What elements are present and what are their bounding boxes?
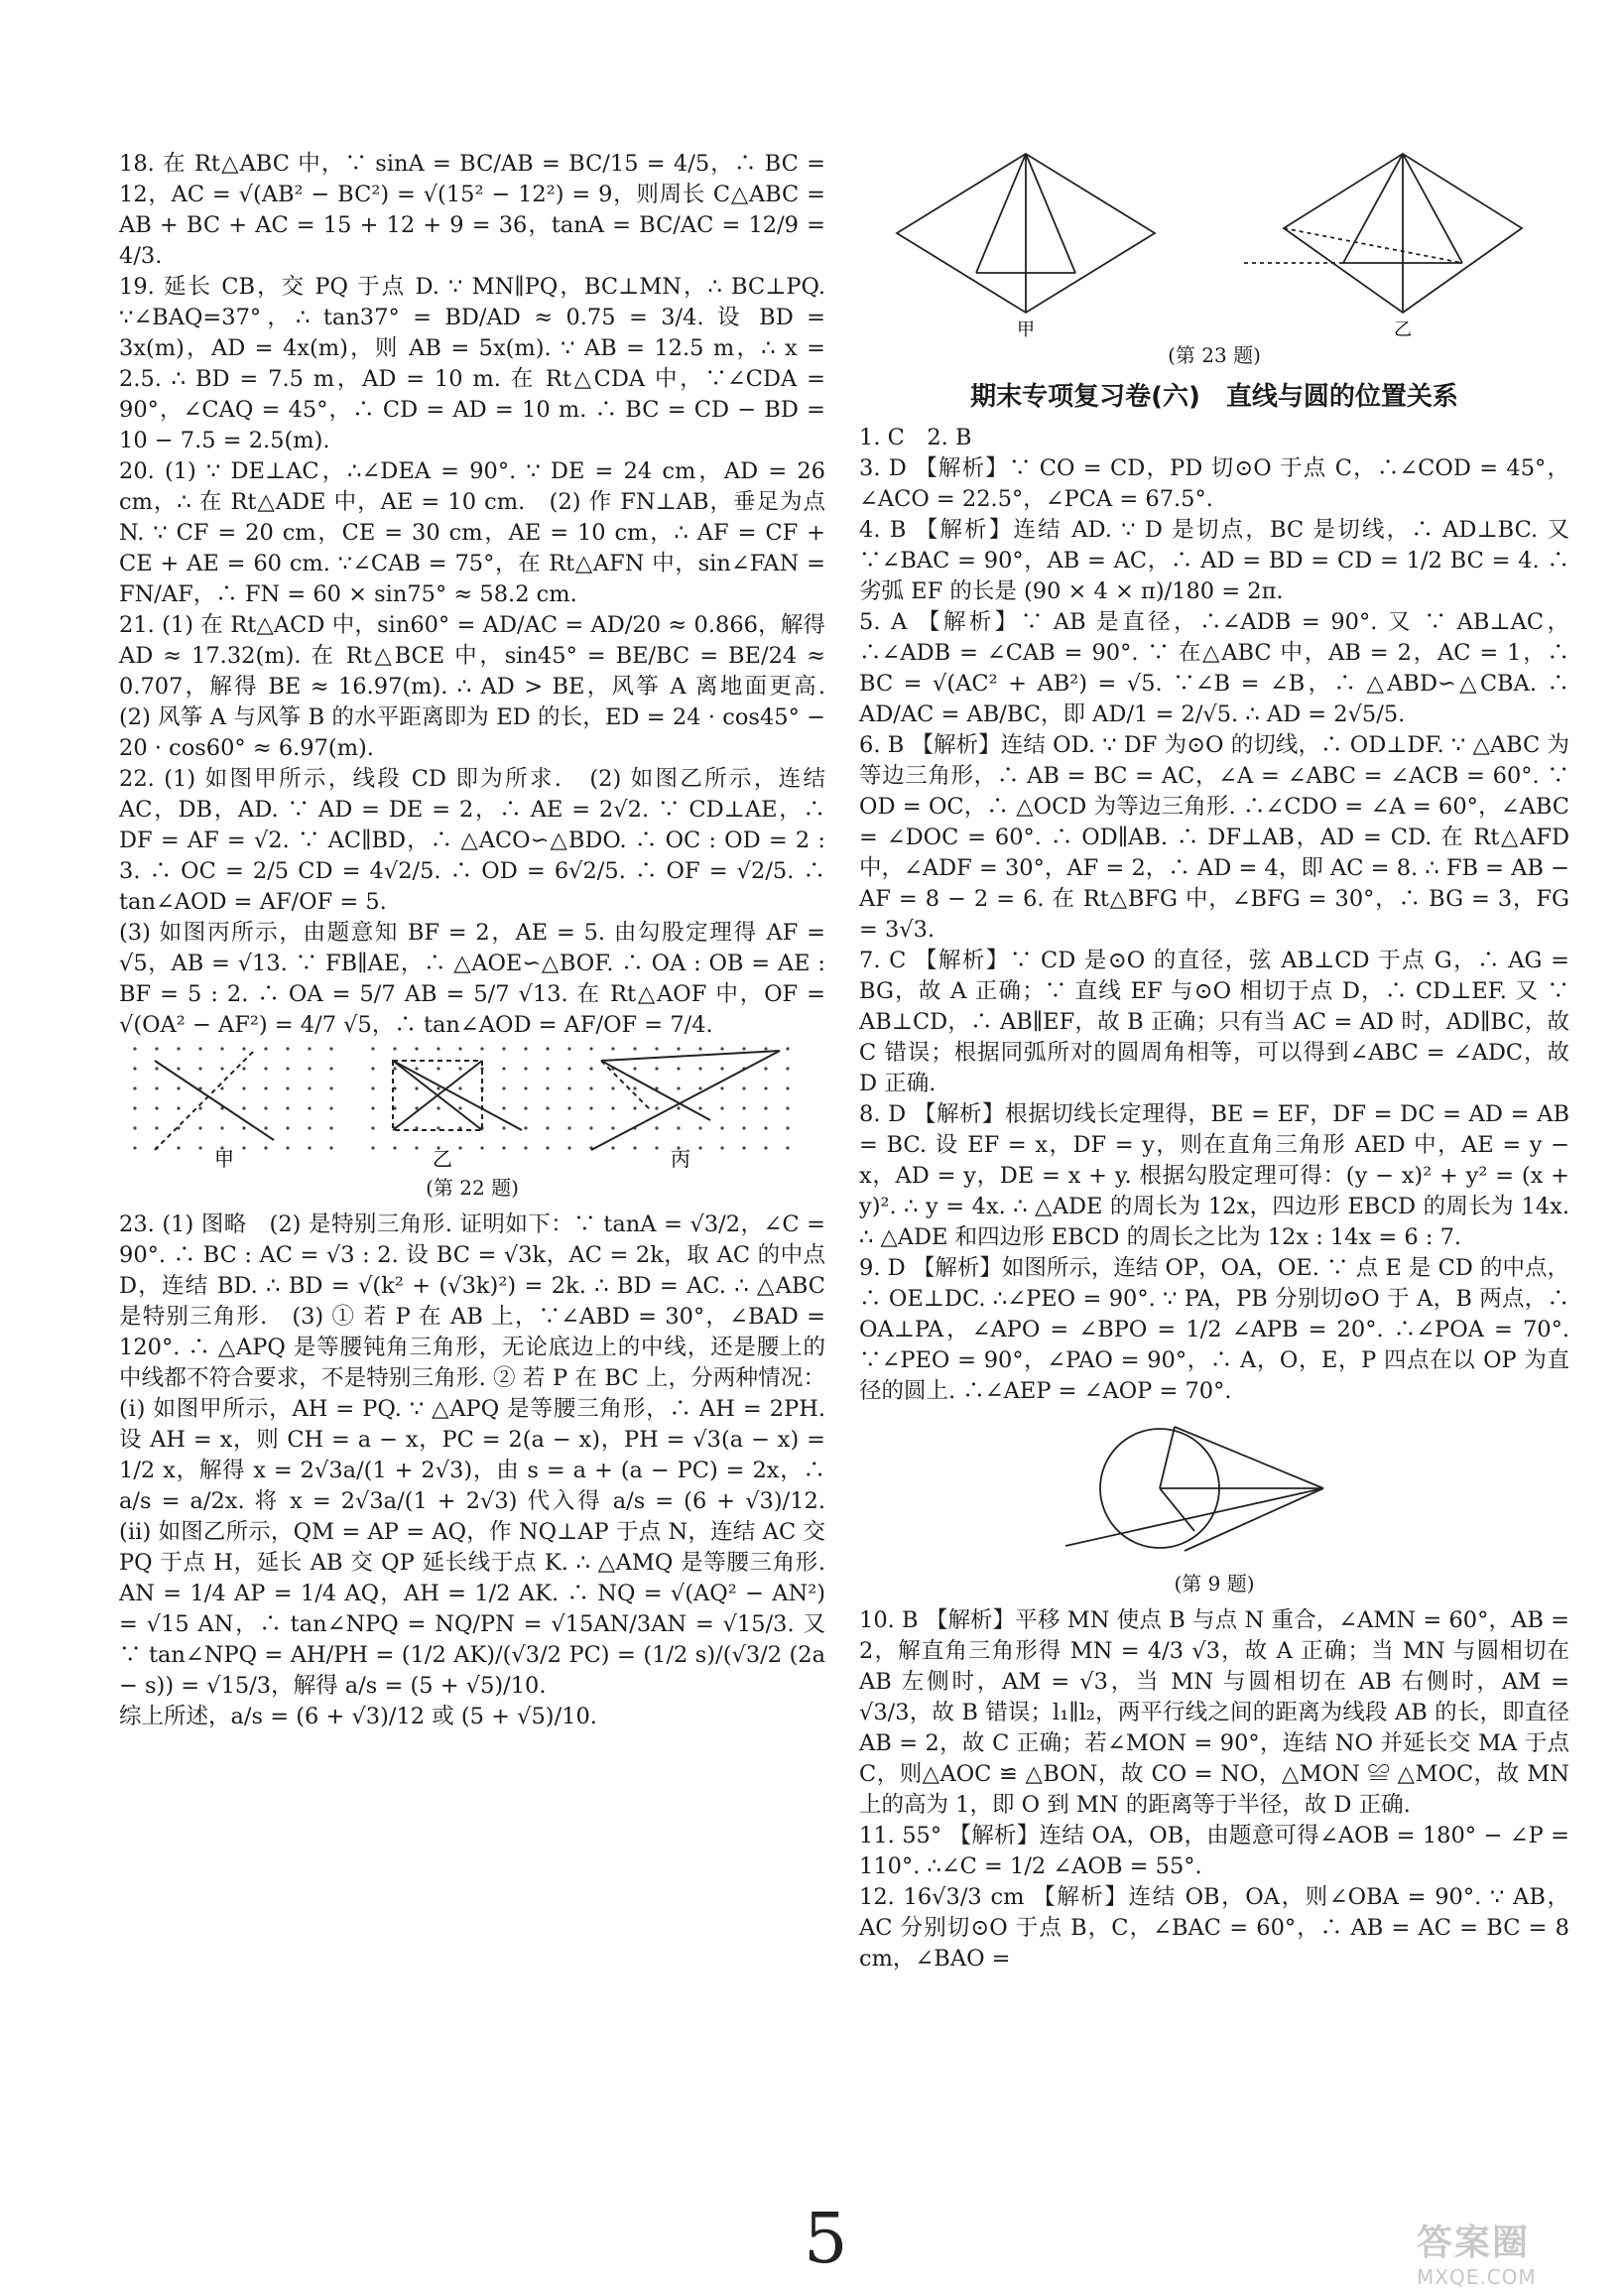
grid-dot <box>308 1126 311 1129</box>
watermark <box>1417 2215 1595 2288</box>
grid-dot <box>764 1126 767 1129</box>
answer-6: 6. B 【解析】连结 OD. ∵ DF 为⊙O 的切线，∴ OD⊥DF. ∵ △ABC 为等边三角形，∴ AB = BC = AC，∠A = ∠ABC = ∠ACB = 60°. ∵ OD = OC，∴ △OCD 为等边三角形. ∴∠CDO = ∠A = 60°，∠ABC = ∠DOC = 60°. ∴ OD∥AB. ∴ DF⊥AB，AD = CD. 在 Rt△AFD 中，∠ADF = 30°，AF = 2，∴ AD = 4，即 AC = 8. ∴ FB = AB − AF = 8 − 2 = 6. 在 Rt△BFG 中，∠BFG = 30°，∴ BG = 3，FG = 3√3. <box>859 732 1577 943</box>
page-mark-glyph: 5 <box>804 2198 848 2279</box>
grid-dot <box>633 1086 636 1089</box>
grid-dot <box>155 1047 158 1050</box>
grid-dot <box>286 1067 289 1070</box>
grid-dot <box>480 1047 483 1050</box>
grid-dot <box>242 1146 245 1149</box>
grid-dot <box>633 1146 636 1149</box>
grid-dot <box>786 1106 789 1109</box>
grid-dot <box>524 1106 527 1109</box>
grid-dot <box>458 1067 461 1070</box>
grid-dot <box>633 1106 636 1109</box>
grid-dot <box>155 1106 158 1109</box>
answer-1-2: 1. C 2. B <box>859 425 972 450</box>
grid-dot <box>133 1126 136 1129</box>
grid-dot <box>611 1047 614 1050</box>
grid-dot <box>677 1067 680 1070</box>
grid-dot <box>242 1106 245 1109</box>
grid-dot <box>655 1047 658 1050</box>
grid-dot <box>220 1126 223 1129</box>
answer-10: 10. B 【解析】平移 MN 使点 B 与点 N 重合，∠AMN = 60°，AB = 2，解直角三角形得 MN = 4/3 √3，故 A 正确；当 MN 与圆相切在 AB 左侧时，AM = √3，当 MN 与圆相切在 AB 右侧时，AM = √3/3，故 B 错误；l₁∥l₂，两平行线之间的距离为线段 AB 的长，即直径 AB = 2，故 C 正确；若∠MON = 90°，连结 NO 并延长交 MA 于点 C，则△AOC ≌ △BON，故 CO = NO，△MON ≌ △MOC，故 MN 上的高为 1，即 O 到 MN 的距离等于半径，故 D 正确. <box>859 1607 1577 1818</box>
grid-dot <box>198 1067 201 1070</box>
grid-dot <box>308 1086 311 1089</box>
grid-dot <box>524 1146 527 1149</box>
grid-dot <box>437 1047 439 1050</box>
grid-dot <box>155 1126 158 1129</box>
grid-dot <box>698 1067 701 1070</box>
grid-dot <box>437 1106 439 1109</box>
grid-dot <box>264 1146 267 1149</box>
grid-dot <box>567 1067 570 1070</box>
grid-dot <box>742 1086 745 1089</box>
grid-dot <box>633 1067 636 1070</box>
grid-dot <box>786 1126 789 1129</box>
grid-dot <box>720 1086 723 1089</box>
grid-dot <box>155 1067 158 1070</box>
grid-dot <box>177 1067 180 1070</box>
grid-dot <box>720 1146 723 1149</box>
grid-dot <box>786 1067 789 1070</box>
grid-dot <box>286 1126 289 1129</box>
grid-dot <box>133 1086 136 1089</box>
grid-dot <box>720 1126 723 1129</box>
grid-dot <box>177 1146 180 1149</box>
grid-dot <box>264 1126 267 1129</box>
grid-dot <box>698 1086 701 1089</box>
grid-dot <box>524 1047 527 1050</box>
grid-dot <box>437 1067 439 1070</box>
grid-dot <box>655 1067 658 1070</box>
answer-18: 18. 在 Rt△ABC 中，∵ sinA = BC/AB = BC/15 = 4/5，∴ BC = 12，AC = √(AB² − BC²) = √(15² − 12²) = 9，则周长 C△ABC = AB + BC + AC = 15 + 12 + 9 = 36，tanA = BC/AC = 12/9 = 4/3. <box>119 151 833 269</box>
fig23-label-yi: 乙 <box>1394 319 1412 337</box>
grid-dot <box>546 1047 549 1050</box>
grid-dot <box>458 1047 461 1050</box>
grid-dot <box>611 1086 614 1089</box>
grid-dot <box>742 1126 745 1129</box>
answer-5: 5. A 【解析】∵ AB 是直径，∴∠ADB = 90°. 又 ∵ AB⊥AC，∴∠ADB = ∠CAB = 90°. ∵ 在△ABC 中，AB = 2，AC = 1，∴ BC = √(AC² + AB²) = √5. ∵∠B = ∠B，∴ △ABD∽△CBA. ∴ AD/AC = AB/BC，即 AD/1 = 2/√5. ∴ AD = 2√5/5. <box>859 609 1577 727</box>
left-column <box>119 149 847 1732</box>
grid-dot <box>546 1106 549 1109</box>
grid-dot <box>329 1146 332 1149</box>
grid-dot <box>308 1146 311 1149</box>
grid-dot <box>524 1126 527 1129</box>
grid-dot <box>286 1106 289 1109</box>
grid-dot <box>220 1047 223 1050</box>
fig23-label-jia: 甲 <box>1017 319 1035 337</box>
grid-dot <box>371 1067 374 1070</box>
grid-dot <box>264 1106 267 1109</box>
grid-dot <box>720 1067 723 1070</box>
answer-19: 19. 延长 CB，交 PQ 于点 D. ∵ MN∥PQ，BC⊥MN，∴ BC⊥PQ. ∵∠BAQ=37°，∴ tan37° = BD/AD ≈ 0.75 = 3/4. 设 BD = 3x(m)，AD = 4x(m)，则 AB = 5x(m). ∵ AB = 12.5 m，∴ x = 2.5. ∴ BD = 7.5 m，AD = 10 m. 在 Rt△CDA 中，∵∠CDA = 90°，∠CAQ = 45°，∴ CD = AD = 10 m. ∴ BC = CD − BD = 10 − 7.5 = 2.5(m). <box>119 274 833 453</box>
grid-dot <box>611 1146 614 1149</box>
grid-dot <box>264 1067 267 1070</box>
grid-dot <box>308 1047 311 1050</box>
grid-dot <box>677 1126 680 1129</box>
answer-20: 20. (1) ∵ DE⊥AC，∴∠DEA = 90°. ∵ DE = 24 cm，AD = 26 cm，∴ 在 Rt△ADE 中，AE = 10 cm. (2) 作 FN⊥AB，垂足为点 N. ∵ CF = 20 cm，CE = 30 cm，AE = 10 cm，∴ AF = CF + CE + AE = 60 cm. ∵∠CAB = 75°，在 Rt△AFN 中，sin∠FAN = FN/AF，∴ FN = 60 × sin75° ≈ 58.2 cm. <box>119 458 833 607</box>
grid-dot <box>177 1047 180 1050</box>
grid-dot <box>502 1106 505 1109</box>
answer-9: 9. D 【解析】如图所示，连结 OP，OA，OE. ∵ 点 E 是 CD 的中点，∴ OE⊥DC. ∴∠PEO = 90°. ∵ PA，PB 分别切⊙O 于 A，B 两点，∴ OA⊥PA，∠APO = ∠BPO = 1/2 ∠APB = 20°. ∴∠POA = 70°. ∵∠PEO = 90°，∠PAO = 90°，∴ A，O，E，P 四点在以 OP 为直径的圆上. ∴∠AEP = ∠AOP = 70°. <box>859 1255 1577 1404</box>
answer-4: 4. B 【解析】连结 AD. ∵ D 是切点，BC 是切线，∴ AD⊥BC. 又 ∵∠BAC = 90°，AB = AC，∴ AD = BD = CD = 1/2 BC = 4. ∴ 劣弧 EF 的长是 (90 × 4 × π)/180 = 2π. <box>859 517 1577 604</box>
grid-dot <box>655 1126 658 1129</box>
grid-dot <box>698 1126 701 1129</box>
page-mark <box>794 2193 853 2282</box>
grid-dot <box>133 1146 136 1149</box>
figure-9-caption: (第 9 题) <box>1174 1572 1255 1595</box>
grid-dot <box>242 1086 245 1089</box>
grid-dot <box>198 1146 201 1149</box>
section-title: 期末专项复习卷(六) 直线与圆的位置关系 <box>970 382 1458 412</box>
figure-9 <box>1056 1407 1373 1566</box>
grid-dot <box>480 1146 483 1149</box>
watermark-line1: 答案圈 <box>1417 2223 1531 2263</box>
grid-dot <box>242 1067 245 1070</box>
grid-dot <box>502 1047 505 1050</box>
figure-23-caption: (第 23 题) <box>1168 343 1261 367</box>
answer-21: 21. (1) 在 Rt△ACD 中，sin60° = AD/AC = AD/20 ≈ 0.866，解得 AD ≈ 17.32(m). 在 Rt△BCE 中，sin45° = BE/BC = BE/24 ≈ 0.707，解得 BE ≈ 16.97(m). ∴ AD > BE，风筝 A 离地面更高. (2) 风筝 A 与风筝 B 的水平距离即为 ED 的长，ED = 24 · cos45° − 20 · cos60° ≈ 6.97(m). <box>119 612 847 761</box>
grid-dot <box>502 1086 505 1089</box>
grid-dot <box>371 1086 374 1089</box>
fig22-label-yi: 乙 <box>433 1147 452 1170</box>
grid-dot <box>546 1146 549 1149</box>
answer-22: 22. (1) 如图甲所示，线段 CD 即为所求. (2) 如图乙所示，连结 AC，DB，AD. ∵ AD = DE = 2，∴ AE = 2√2. ∵ CD⊥AE，∴ DF = AF = √2. ∵ AC∥BD，∴ △ACO∽△BDO. ∴ OC : OD = 2 : 3. ∴ OC = 2/5 CD = 4√2/5. ∴ OD = 6√2/5. ∴ OF = √2/5. ∴ tan∠AOD = AF/OF = 5. <box>119 766 833 915</box>
grid-dot <box>329 1126 332 1129</box>
grid-dot <box>567 1047 570 1050</box>
grid-dot <box>720 1047 723 1050</box>
grid-dot <box>546 1126 549 1129</box>
grid-dot <box>567 1146 570 1149</box>
answer-23: 23. (1) 图略 (2) 是特别三角形. 证明如下：∵ tanA = √3/2，∠C = 90°. ∴ BC : AC = √3 : 2. 设 BC = √3k，AC = 2k，取 AC 的中点 D，连结 BD. ∴ BD = √(k² + (√3k)²) = 2k. ∴ BD = AC. ∴ △ABC 是特别三角形. (3) ① 若 P 在 AB 上，∵∠ABD = 30°，∠BAD = 120°. ∴ △APQ 是等腰钝角三角形，无论底边上的中线，还是腰上的中线都不符合要求，不是特别三角形. ② 若 P 在 BC 上，分两种情况：(ⅰ) 如图甲所示，AH = PQ. ∵ △APQ 是等腰三角形，∴ AH = 2PH. 设 AH = x，则 CH = a − x，PC = 2(a − x)，PH = √3(a − x) = 1/2 x，解得 x = 2√3a/(1 + 2√3)，由 s = a + (a − PC) = 2x，∴ a/s = a/2x. 将 x = 2√3a/(1 + 2√3) 代入得 a/s = (6 + √3)/12. (ⅱ) 如图乙所示，QM = AP = AQ，作 NQ⊥AP 于点 N，连结 AC 交 PQ 于点 H，延长 AB 交 QP 延长线于点 K. ∴ △AMQ 是等腰三角形. AN = 1/4 AP = 1/4 AQ，AH = 1/2 AK. ∴ NQ = √(AQ² − AN²) = √15 AN，∴ tan∠NPQ = NQ/PN = √15AN/3AN = √15/3. 又 ∵ tan∠NPQ = AH/PH = (1/2 AK)/(√3/2 PC) = (1/2 s)/(√3/2 (2a − s)) = √15/3，解得 a/s = (5 + √5)/10. <box>119 1212 847 1699</box>
grid-dot <box>242 1126 245 1129</box>
answer-8: 8. D 【解析】根据切线长定理得，BE = EF，DF = DC = AD = AB = BC. 设 EF = x，DF = y，则在直角三角形 AED 中，AE = y − x，AD = y，DE = x + y. 根据勾股定理可得：(y − x)² + y² = (x + y)². ∴ y = 4x. ∴ △ADE 的周长为 12x，四边形 EBCD 的周长为 14x. ∴ △ADE 和四边形 EBCD 的周长之比为 12x : 14x = 6 : 7. <box>859 1101 1577 1250</box>
grid-dot <box>786 1086 789 1089</box>
grid-dot <box>786 1047 789 1050</box>
grid-dot <box>458 1106 461 1109</box>
grid-dot <box>286 1146 289 1149</box>
answer-23-summary: 综上所述，a/s = (6 + √3)/12 或 (5 + √5)/10. <box>119 1704 597 1729</box>
grid-dot <box>742 1106 745 1109</box>
answer-22-part3: (3) 如图丙所示，由题意知 BF = 2，AE = 5. 由勾股定理得 AF = √5，AB = √13. ∵ FB∥AE，∴ △AOE∽△BOF. ∴ OA : OB = AE : BF = 5 : 2. ∴ OA = 5/7 AB = 5/7 √13. 在 Rt△AOF 中，OF = √(OA² − AF²) = 4/7 √5，∴ tan∠AOD = AF/OF = 7/4. <box>119 920 833 1038</box>
grid-dot <box>177 1086 180 1089</box>
grid-dot <box>308 1067 311 1070</box>
grid-dot <box>502 1067 505 1070</box>
grid-dot <box>567 1126 570 1129</box>
grid-dot <box>329 1047 332 1050</box>
grid-dot <box>371 1146 374 1149</box>
grid-dot <box>589 1126 592 1129</box>
grid-dot <box>286 1047 289 1050</box>
grid-dot <box>415 1047 418 1050</box>
grid-dot <box>155 1086 158 1089</box>
grid-dot <box>286 1086 289 1089</box>
answer-12: 12. 16√3/3 cm 【解析】连结 OB，OA，则∠OBA = 90°. ∵ AB，AC 分别切⊙O 于点 B，C，∠BAC = 60°，∴ AB = AC = BC = 8 cm，∠BAO = <box>859 1884 1577 1972</box>
grid-dot <box>764 1047 767 1050</box>
grid-dot <box>764 1146 767 1149</box>
grid-dot <box>415 1146 418 1149</box>
watermark-line2: MXQE.COM <box>1417 2265 1537 2289</box>
grid-dot <box>720 1106 723 1109</box>
grid-dot <box>393 1047 396 1050</box>
grid-dot <box>764 1106 767 1109</box>
grid-dot <box>567 1086 570 1089</box>
grid-dot <box>589 1106 592 1109</box>
grid-dot <box>655 1106 658 1109</box>
grid-dot <box>742 1047 745 1050</box>
right-column <box>859 139 1577 1975</box>
grid-dot <box>698 1047 701 1050</box>
grid-dot <box>329 1067 332 1070</box>
grid-dot <box>329 1106 332 1109</box>
grid-dot <box>308 1106 311 1109</box>
grid-dot <box>742 1146 745 1149</box>
grid-dot <box>371 1126 374 1129</box>
grid-dot <box>220 1067 223 1070</box>
grid-dot <box>220 1086 223 1089</box>
grid-dot <box>546 1086 549 1089</box>
grid-dot <box>393 1146 396 1149</box>
answer-7: 7. C 【解析】∵ CD 是⊙O 的直径，弦 AB⊥CD 于点 G，∴ AG = BG，故 A 正确；∵ 直线 EF 与⊙O 相切于点 D，∴ CD⊥EF. 又 ∵ AB⊥CD，∴ AB∥EF，故 B 正确；只有当 AC = AD 时，AD∥BC，故 C 错误；根据同弧所对的圆周角相等，可以得到∠ABC = ∠ADC，故 D 正确. <box>859 948 1577 1096</box>
grid-dot <box>611 1126 614 1129</box>
grid-dot <box>415 1067 418 1070</box>
grid-dot <box>198 1047 201 1050</box>
grid-dot <box>764 1067 767 1070</box>
grid-dot <box>764 1086 767 1089</box>
grid-dot <box>633 1047 636 1050</box>
grid-dot <box>329 1086 332 1089</box>
grid-dot <box>677 1106 680 1109</box>
figure-23 <box>867 139 1561 337</box>
answer-11: 11. 55° 【解析】连结 OA，OB，由题意可得∠AOB = 180° − ∠P = 110°. ∴∠C = 1/2 ∠AOB = 55°. <box>859 1823 1577 1879</box>
figure-22-caption: (第 22 题) <box>426 1176 519 1200</box>
grid-dot <box>458 1146 461 1149</box>
grid-dot <box>371 1047 374 1050</box>
grid-dot <box>655 1146 658 1149</box>
grid-dot <box>677 1086 680 1089</box>
grid-dot <box>589 1047 592 1050</box>
grid-dot <box>264 1047 267 1050</box>
grid-dot <box>698 1106 701 1109</box>
grid-dot <box>415 1086 418 1089</box>
grid-dot <box>502 1126 505 1129</box>
grid-dot <box>589 1067 592 1070</box>
grid-dot <box>371 1106 374 1109</box>
grid-dot <box>264 1086 267 1089</box>
grid-dot <box>198 1106 201 1109</box>
grid-dot <box>524 1086 527 1089</box>
grid-dot <box>242 1047 245 1050</box>
grid-dot <box>589 1086 592 1089</box>
grid-dot <box>415 1106 418 1109</box>
fig22-label-jia: 甲 <box>214 1147 234 1170</box>
grid-dot <box>458 1086 461 1089</box>
grid-dot <box>546 1067 549 1070</box>
fig22-label-bing: 丙 <box>671 1147 690 1170</box>
figure-22 <box>125 1041 819 1170</box>
grid-dot <box>524 1067 527 1070</box>
grid-dot <box>177 1106 180 1109</box>
grid-dot <box>677 1047 680 1050</box>
grid-dot <box>567 1106 570 1109</box>
grid-dot <box>437 1086 439 1089</box>
grid-dot <box>502 1146 505 1149</box>
grid-dot <box>698 1146 701 1149</box>
grid-dot <box>133 1106 136 1109</box>
grid-dot <box>133 1067 136 1070</box>
grid-dot <box>611 1106 614 1109</box>
grid-dot <box>786 1146 789 1149</box>
grid-dot <box>198 1126 201 1129</box>
answer-3: 3. D 【解析】∵ CO = CD，PD 切⊙O 于点 C，∴∠COD = 45°，∠ACO = 22.5°，∠PCA = 67.5°. <box>859 455 1569 512</box>
grid-dot <box>133 1047 136 1050</box>
